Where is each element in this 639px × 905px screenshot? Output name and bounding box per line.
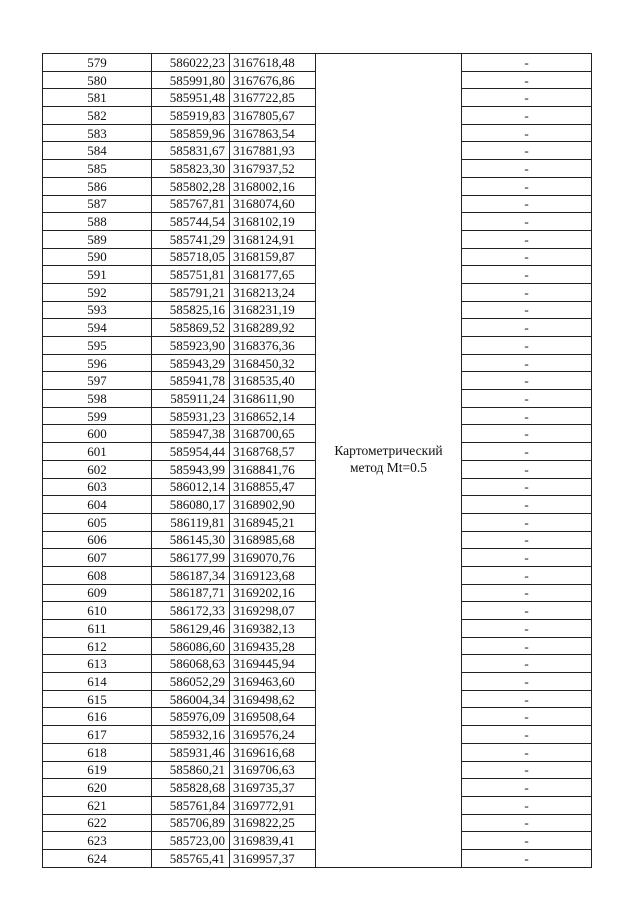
y-coordinate-cell: 3168102,19 [230, 213, 316, 231]
x-coordinate-cell: 586172,33 [152, 602, 230, 620]
x-coordinate-cell: 586086,60 [152, 637, 230, 655]
coordinates-table [42, 53, 592, 868]
y-coordinate-cell: 3167722,85 [230, 89, 316, 107]
accuracy-cell: - [462, 283, 592, 301]
point-number-cell: 585 [43, 160, 152, 178]
x-coordinate-cell: 585931,46 [152, 743, 230, 761]
y-coordinate-cell: 3169735,37 [230, 779, 316, 797]
x-coordinate-cell: 585860,21 [152, 761, 230, 779]
x-coordinate-cell: 585744,54 [152, 213, 230, 231]
point-number-cell: 599 [43, 407, 152, 425]
y-coordinate-cell: 3168535,40 [230, 372, 316, 390]
accuracy-cell: - [462, 124, 592, 142]
x-coordinate-cell: 585761,84 [152, 796, 230, 814]
y-coordinate-cell: 3168841,76 [230, 460, 316, 478]
y-coordinate-cell: 3168289,92 [230, 319, 316, 337]
y-coordinate-cell: 3169772,91 [230, 796, 316, 814]
point-number-cell: 586 [43, 177, 152, 195]
x-coordinate-cell: 586145,30 [152, 531, 230, 549]
accuracy-cell: - [462, 230, 592, 248]
accuracy-cell: - [462, 496, 592, 514]
x-coordinate-cell: 586119,81 [152, 513, 230, 531]
point-number-cell: 617 [43, 726, 152, 744]
point-number-cell: 600 [43, 425, 152, 443]
point-number-cell: 593 [43, 301, 152, 319]
x-coordinate-cell: 585943,99 [152, 460, 230, 478]
point-number-cell: 579 [43, 54, 152, 72]
accuracy-cell: - [462, 372, 592, 390]
y-coordinate-cell: 3169508,64 [230, 708, 316, 726]
y-coordinate-cell: 3168159,87 [230, 248, 316, 266]
y-coordinate-cell: 3167618,48 [230, 54, 316, 72]
accuracy-cell: - [462, 832, 592, 850]
x-coordinate-cell: 585802,28 [152, 177, 230, 195]
accuracy-cell: - [462, 478, 592, 496]
x-coordinate-cell: 585825,16 [152, 301, 230, 319]
point-number-cell: 592 [43, 283, 152, 301]
x-coordinate-cell: 585791,21 [152, 283, 230, 301]
accuracy-cell: - [462, 460, 592, 478]
y-coordinate-cell: 3168700,65 [230, 425, 316, 443]
y-coordinate-cell: 3169202,16 [230, 584, 316, 602]
accuracy-cell: - [462, 531, 592, 549]
x-coordinate-cell: 586187,71 [152, 584, 230, 602]
point-number-cell: 613 [43, 655, 152, 673]
y-coordinate-cell: 3168855,47 [230, 478, 316, 496]
y-coordinate-cell: 3168074,60 [230, 195, 316, 213]
point-number-cell: 583 [43, 124, 152, 142]
accuracy-cell: - [462, 319, 592, 337]
accuracy-cell: - [462, 89, 592, 107]
x-coordinate-cell: 586022,23 [152, 54, 230, 72]
accuracy-cell: - [462, 195, 592, 213]
x-coordinate-cell: 585943,29 [152, 354, 230, 372]
accuracy-cell: - [462, 779, 592, 797]
x-coordinate-cell: 585951,48 [152, 89, 230, 107]
x-coordinate-cell: 585869,52 [152, 319, 230, 337]
x-coordinate-cell: 586129,46 [152, 620, 230, 638]
y-coordinate-cell: 3168768,57 [230, 443, 316, 461]
y-coordinate-cell: 3169435,28 [230, 637, 316, 655]
x-coordinate-cell: 585767,81 [152, 195, 230, 213]
point-number-cell: 598 [43, 390, 152, 408]
accuracy-cell: - [462, 726, 592, 744]
accuracy-cell: - [462, 177, 592, 195]
method-line-1: Картометрический [334, 443, 443, 459]
point-number-cell: 580 [43, 71, 152, 89]
accuracy-cell: - [462, 690, 592, 708]
accuracy-cell: - [462, 849, 592, 867]
y-coordinate-cell: 3169298,07 [230, 602, 316, 620]
point-number-cell: 624 [43, 849, 152, 867]
accuracy-cell: - [462, 673, 592, 691]
x-coordinate-cell: 585947,38 [152, 425, 230, 443]
accuracy-cell: - [462, 248, 592, 266]
y-coordinate-cell: 3169616,68 [230, 743, 316, 761]
x-coordinate-cell: 585706,89 [152, 814, 230, 832]
method-line-2: метод Mt=0.5 [349, 460, 428, 476]
y-coordinate-cell: 3168945,21 [230, 513, 316, 531]
point-number-cell: 608 [43, 566, 152, 584]
x-coordinate-cell: 586187,34 [152, 566, 230, 584]
y-coordinate-cell: 3169822,25 [230, 814, 316, 832]
point-number-cell: 604 [43, 496, 152, 514]
accuracy-cell: - [462, 390, 592, 408]
y-coordinate-cell: 3169070,76 [230, 549, 316, 567]
accuracy-cell: - [462, 54, 592, 72]
point-number-cell: 606 [43, 531, 152, 549]
accuracy-cell: - [462, 708, 592, 726]
y-coordinate-cell: 3167863,54 [230, 124, 316, 142]
accuracy-cell: - [462, 407, 592, 425]
y-coordinate-cell: 3168376,36 [230, 337, 316, 355]
y-coordinate-cell: 3169463,60 [230, 673, 316, 691]
point-number-cell: 594 [43, 319, 152, 337]
point-number-cell: 581 [43, 89, 152, 107]
x-coordinate-cell: 585931,23 [152, 407, 230, 425]
y-coordinate-cell: 3169957,37 [230, 849, 316, 867]
point-number-cell: 610 [43, 602, 152, 620]
point-number-cell: 596 [43, 354, 152, 372]
point-number-cell: 623 [43, 832, 152, 850]
point-number-cell: 582 [43, 107, 152, 125]
accuracy-cell: - [462, 107, 592, 125]
y-coordinate-cell: 3169498,62 [230, 690, 316, 708]
x-coordinate-cell: 586080,17 [152, 496, 230, 514]
accuracy-cell: - [462, 796, 592, 814]
point-number-cell: 618 [43, 743, 152, 761]
y-coordinate-cell: 3168902,90 [230, 496, 316, 514]
accuracy-cell: - [462, 566, 592, 584]
x-coordinate-cell: 585718,05 [152, 248, 230, 266]
point-number-cell: 609 [43, 584, 152, 602]
y-coordinate-cell: 3169839,41 [230, 832, 316, 850]
point-number-cell: 587 [43, 195, 152, 213]
point-number-cell: 605 [43, 513, 152, 531]
point-number-cell: 588 [43, 213, 152, 231]
point-number-cell: 611 [43, 620, 152, 638]
accuracy-cell: - [462, 513, 592, 531]
point-number-cell: 620 [43, 779, 152, 797]
y-coordinate-cell: 3169706,63 [230, 761, 316, 779]
point-number-cell: 584 [43, 142, 152, 160]
x-coordinate-cell: 585765,41 [152, 849, 230, 867]
point-number-cell: 619 [43, 761, 152, 779]
accuracy-cell: - [462, 213, 592, 231]
accuracy-cell: - [462, 266, 592, 284]
accuracy-cell: - [462, 337, 592, 355]
y-coordinate-cell: 3168652,14 [230, 407, 316, 425]
accuracy-cell: - [462, 301, 592, 319]
x-coordinate-cell: 586052,29 [152, 673, 230, 691]
accuracy-cell: - [462, 637, 592, 655]
point-number-cell: 595 [43, 337, 152, 355]
accuracy-cell: - [462, 814, 592, 832]
point-number-cell: 602 [43, 460, 152, 478]
x-coordinate-cell: 585751,81 [152, 266, 230, 284]
x-coordinate-cell: 585976,09 [152, 708, 230, 726]
y-coordinate-cell: 3168002,16 [230, 177, 316, 195]
point-number-cell: 612 [43, 637, 152, 655]
y-coordinate-cell: 3168231,19 [230, 301, 316, 319]
point-number-cell: 614 [43, 673, 152, 691]
y-coordinate-cell: 3168611,90 [230, 390, 316, 408]
accuracy-cell: - [462, 743, 592, 761]
y-coordinate-cell: 3167937,52 [230, 160, 316, 178]
x-coordinate-cell: 585923,90 [152, 337, 230, 355]
accuracy-cell: - [462, 354, 592, 372]
point-number-cell: 615 [43, 690, 152, 708]
point-number-cell: 597 [43, 372, 152, 390]
point-number-cell: 601 [43, 443, 152, 461]
x-coordinate-cell: 585911,24 [152, 390, 230, 408]
accuracy-cell: - [462, 761, 592, 779]
accuracy-cell: - [462, 160, 592, 178]
x-coordinate-cell: 585859,96 [152, 124, 230, 142]
y-coordinate-cell: 3168213,24 [230, 283, 316, 301]
y-coordinate-cell: 3167805,67 [230, 107, 316, 125]
x-coordinate-cell: 585831,67 [152, 142, 230, 160]
x-coordinate-cell: 586068,63 [152, 655, 230, 673]
x-coordinate-cell: 586177,99 [152, 549, 230, 567]
x-coordinate-cell: 585954,44 [152, 443, 230, 461]
method-cell [316, 54, 462, 868]
y-coordinate-cell: 3168985,68 [230, 531, 316, 549]
y-coordinate-cell: 3168450,32 [230, 354, 316, 372]
x-coordinate-cell: 585741,29 [152, 230, 230, 248]
point-number-cell: 607 [43, 549, 152, 567]
point-number-cell: 621 [43, 796, 152, 814]
y-coordinate-cell: 3167676,86 [230, 71, 316, 89]
point-number-cell: 591 [43, 266, 152, 284]
y-coordinate-cell: 3167881,93 [230, 142, 316, 160]
x-coordinate-cell: 586004,34 [152, 690, 230, 708]
y-coordinate-cell: 3168124,91 [230, 230, 316, 248]
coordinates-table-body [43, 54, 592, 868]
x-coordinate-cell: 585932,16 [152, 726, 230, 744]
point-number-cell: 590 [43, 248, 152, 266]
accuracy-cell: - [462, 620, 592, 638]
x-coordinate-cell: 585941,78 [152, 372, 230, 390]
accuracy-cell: - [462, 425, 592, 443]
x-coordinate-cell: 586012,14 [152, 478, 230, 496]
y-coordinate-cell: 3169445,94 [230, 655, 316, 673]
point-number-cell: 589 [43, 230, 152, 248]
x-coordinate-cell: 585991,80 [152, 71, 230, 89]
y-coordinate-cell: 3169382,13 [230, 620, 316, 638]
x-coordinate-cell: 585919,83 [152, 107, 230, 125]
x-coordinate-cell: 585823,30 [152, 160, 230, 178]
point-number-cell: 622 [43, 814, 152, 832]
point-number-cell: 603 [43, 478, 152, 496]
accuracy-cell: - [462, 443, 592, 461]
x-coordinate-cell: 585828,68 [152, 779, 230, 797]
point-number-cell: 616 [43, 708, 152, 726]
accuracy-cell: - [462, 549, 592, 567]
accuracy-cell: - [462, 584, 592, 602]
accuracy-cell: - [462, 142, 592, 160]
y-coordinate-cell: 3169576,24 [230, 726, 316, 744]
accuracy-cell: - [462, 602, 592, 620]
y-coordinate-cell: 3168177,65 [230, 266, 316, 284]
x-coordinate-cell: 585723,00 [152, 832, 230, 850]
accuracy-cell: - [462, 71, 592, 89]
y-coordinate-cell: 3169123,68 [230, 566, 316, 584]
table-row [43, 54, 592, 72]
accuracy-cell: - [462, 655, 592, 673]
